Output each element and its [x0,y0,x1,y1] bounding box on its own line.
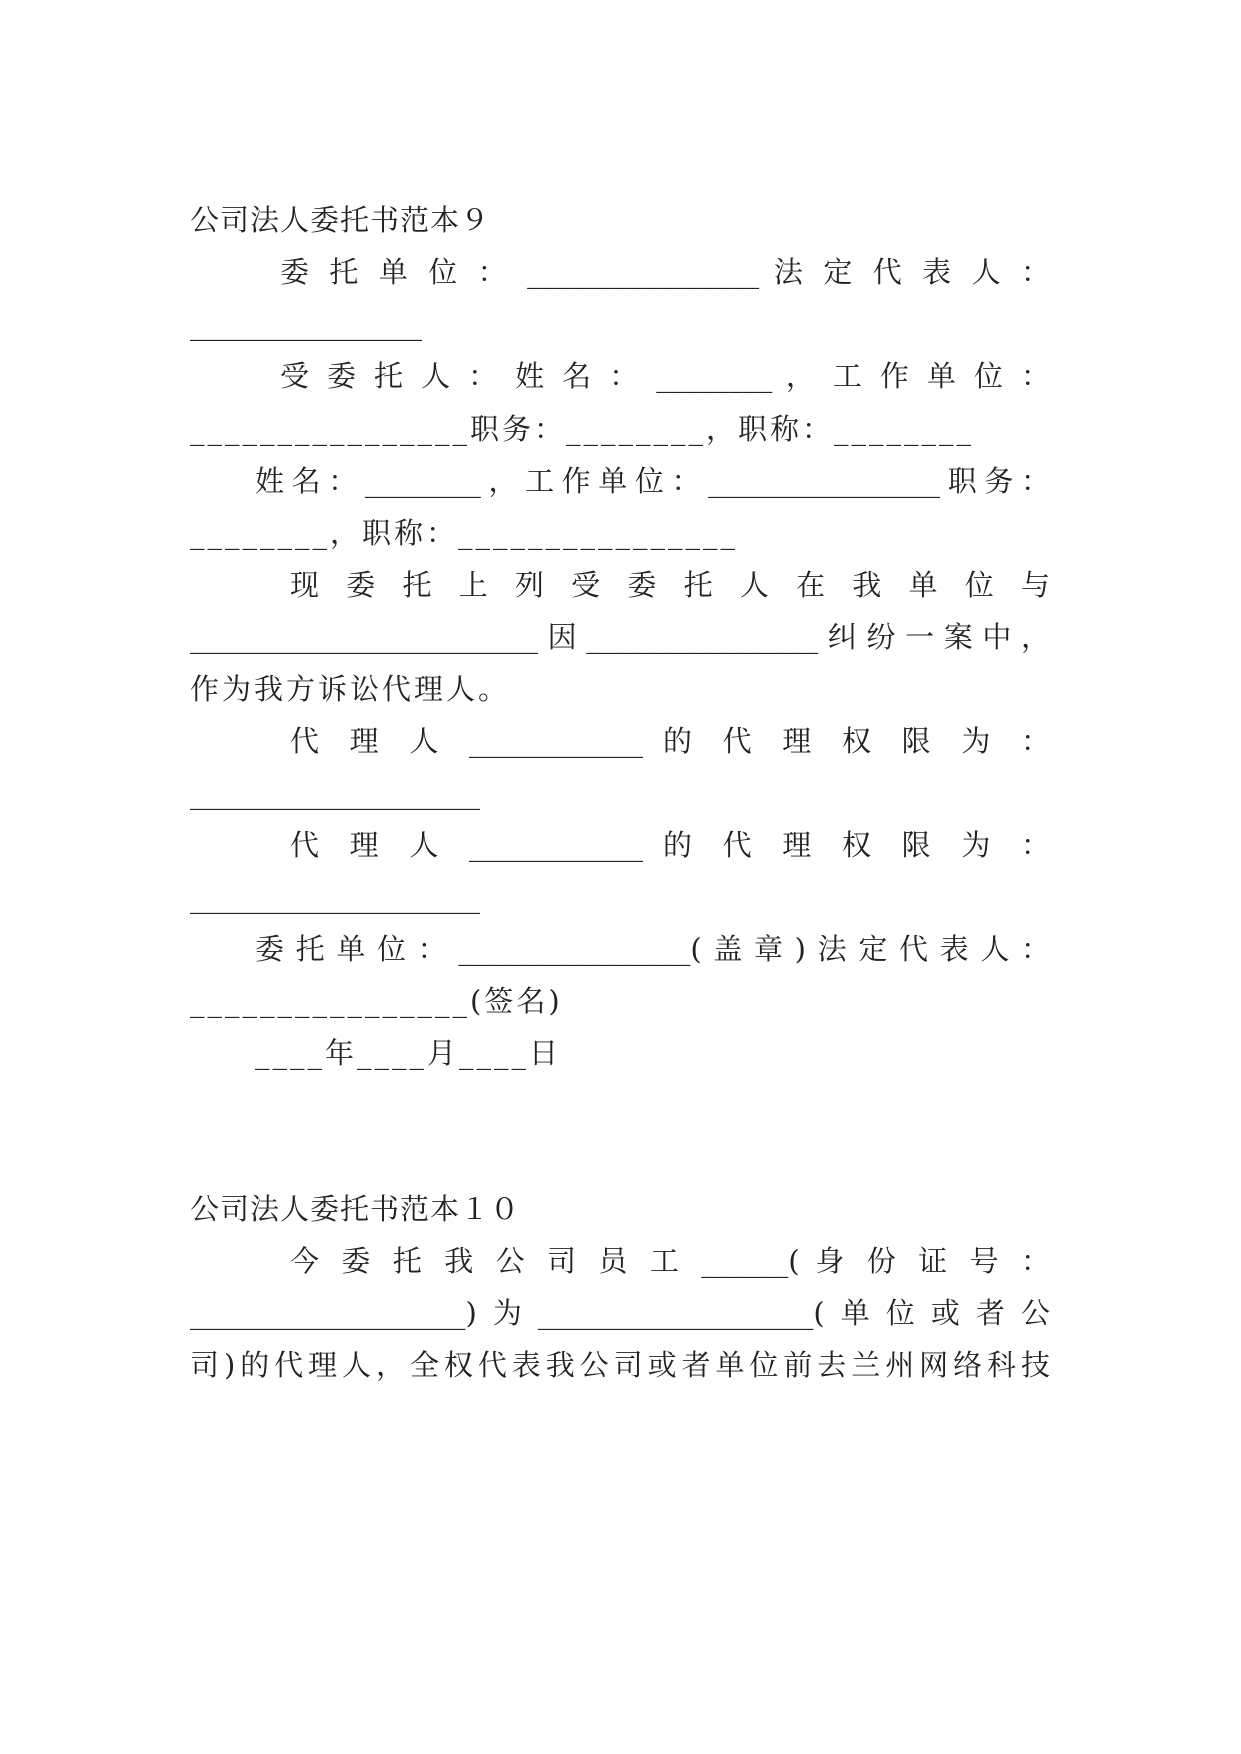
legal-rep-blank: ________________ [190,307,422,341]
date-line: ____年____月____日 [255,1036,562,1070]
entrust-statement-line: 现 委 托 上 列 受 委 托 人 在 我 单 位 与 [290,568,1050,602]
trustee2-title-line: ________，职称：________________ [190,516,739,550]
litigation-agent-line: 作为我方诉讼代理人。 [190,672,511,706]
id-number-line: ___________________)为___________________(单位或者公 [190,1296,1050,1330]
trustee-name-line: 受 委 托 人 ： 姓 名 ： ________ ， 工 作 单 位 ： [280,359,1050,393]
trustee-position-line: ________________职务：________，职称：________ [190,412,975,446]
agent2-authority-blank: ____________________ [190,880,480,914]
sample9-title: 公司法人委托书范本９ [190,203,491,237]
agent1-authority-blank: ____________________ [190,776,480,810]
sample10-title: 公司法人委托书范本１０ [190,1192,521,1226]
entrust-employee-line: 今 委 托 我 公 司 员 工 ______( 身 份 证 号 ： [290,1244,1050,1278]
trustee2-name-line: 姓名：________，工作单位：________________职务： [255,464,1050,498]
agent1-authority-line: 代 理 人 ____________ 的 代 理 权 限 为 ： [290,724,1050,758]
full-authority-line: 司)的代理人，全权代表我公司或者单位前去兰州网络科技 [190,1348,1050,1382]
agent2-authority-line: 代 理 人 ____________ 的 代 理 权 限 为 ： [290,828,1050,862]
entrusting-unit-line: 委 托 单 位 ： ________________ 法 定 代 表 人 ： [280,255,1050,289]
dispute-line: ________________________因________________纠纷一案中， [190,620,1050,654]
seal-line: 委托单位：________________(盖章)法定代表人： [255,932,1050,966]
signature-line: ________________(签名) [190,984,563,1018]
